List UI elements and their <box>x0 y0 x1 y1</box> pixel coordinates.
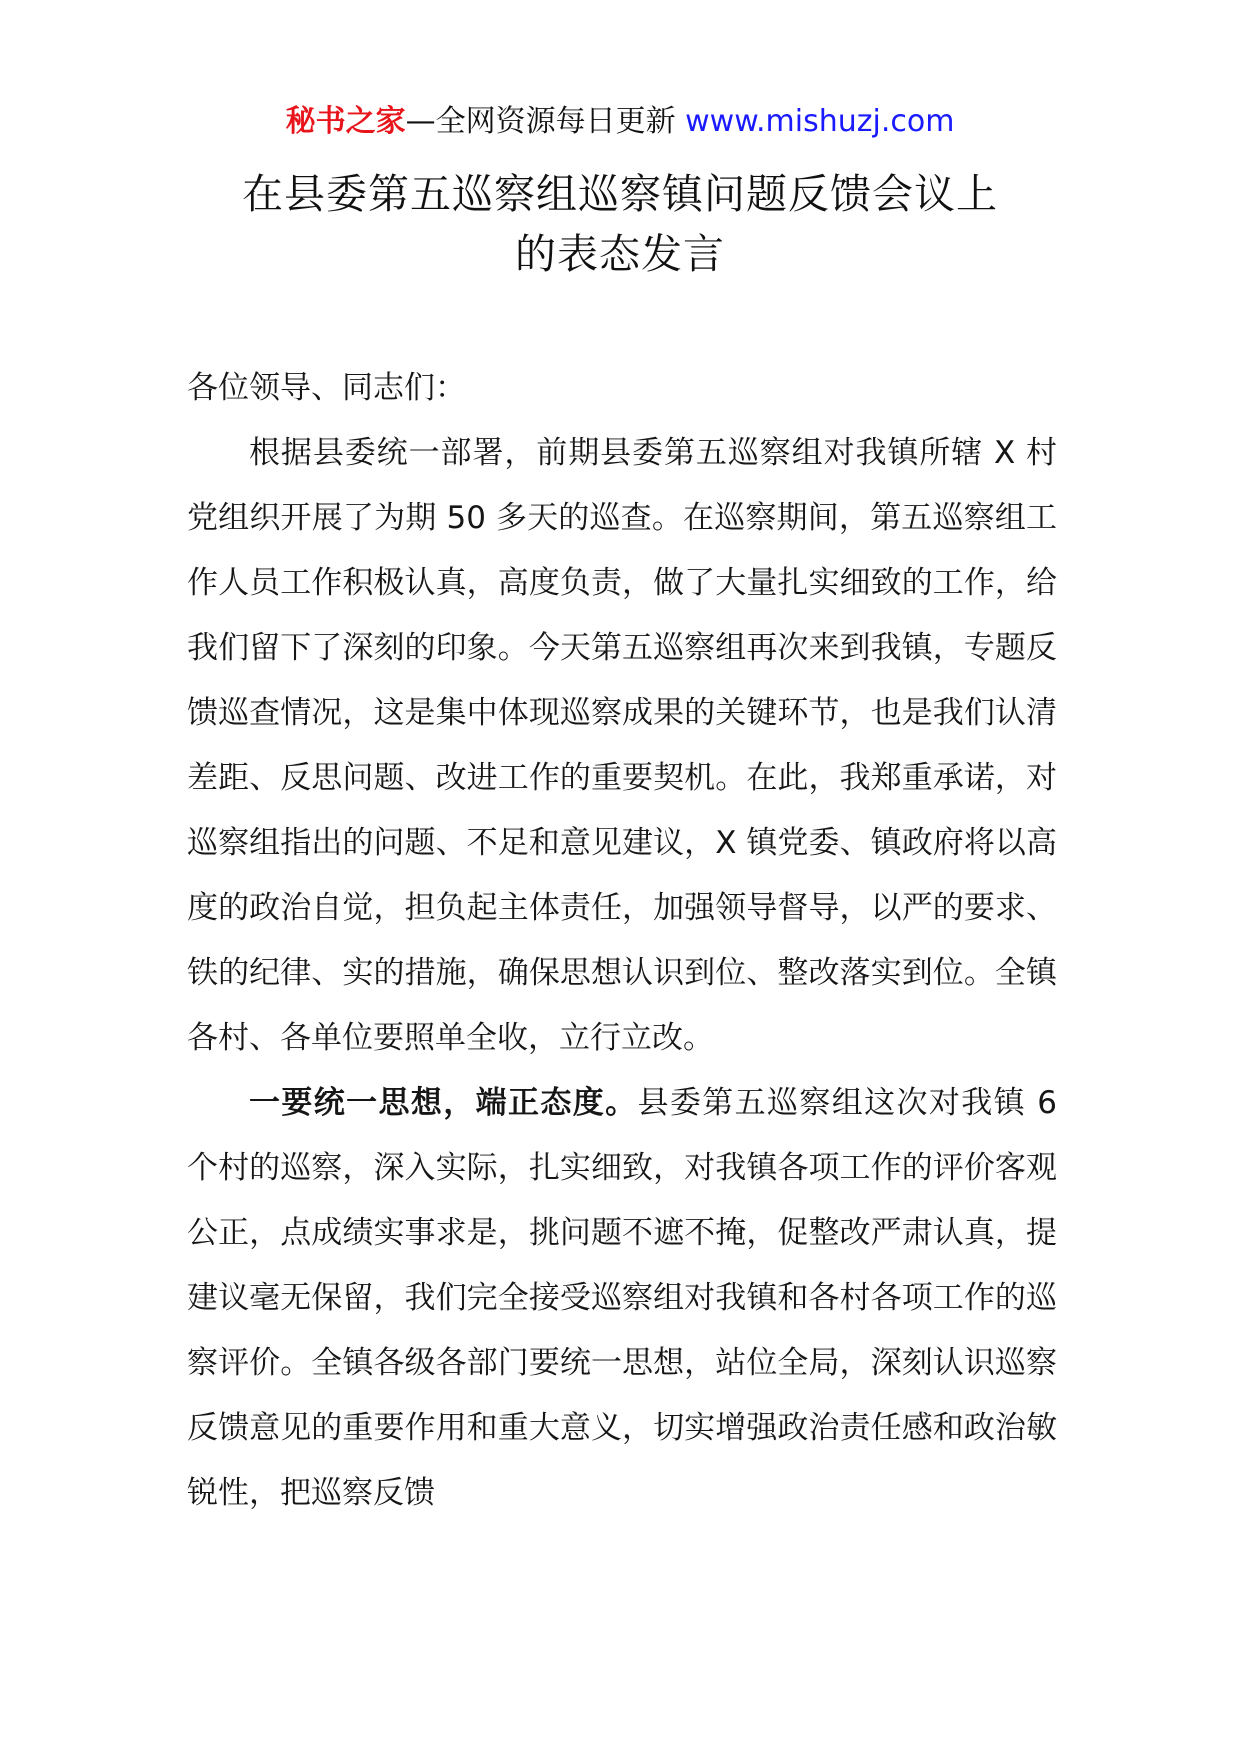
title-line-2: 的表态发言 <box>515 230 725 278</box>
header-tagline: —全网资源每日更新 <box>405 104 686 139</box>
paragraph-1: 根据县委统一部署，前期县委第五巡察组对我镇所辖 X 村党组织开展了为期 50 多天的巡查。在巡察期间，第五巡察组工作人员工作积极认真，高度负责，做了大量扎实细致的工作，给我们留下了深刻的印象。今天第五巡察组再次来到我镇，专题反馈巡查情况，这是集中体现巡察成果的关键环节，也是我们认清差距、反思问题、改进工作的重要契机。在此，我郑重承诺，对巡察组指出的问题、不足和意见建议，X 镇党委、镇政府将以高度的政治自觉，担负起主体责任，加强领导督导，以严的要求、铁的纪律、实的措施，确保思想认识到位、整改落实到位。全镇各村、各单位要照单全收，立行立改。 <box>187 435 1057 1056</box>
document-title <box>150 164 1090 284</box>
paragraph-2-text: 县委第五巡察组这次对我镇 6 个村的巡察，深入实际，扎实细致，对我镇各项工作的评价客观公正，点成绩实事求是，挑问题不遮不掩，促整改严肃认真，提建议毫无保留，我们完全接受巡察组对我镇和各村各项工作的巡察评价。全镇各级各部门要统一思想，站位全局，深刻认识巡察反馈意见的重要作用和重大意义，切实增强政治责任感和政治敏锐性，把巡察反馈 <box>187 1085 1058 1511</box>
document-body <box>187 356 1057 1526</box>
paragraph-2-lead: 一要统一思想，端正态度。 <box>249 1085 638 1121</box>
paragraph-2 <box>187 1071 1057 1526</box>
header-banner <box>0 100 1240 144</box>
title-line-1: 在县委第五巡察组巡察镇问题反馈会议上 <box>242 170 998 218</box>
brand-name: 秘书之家 <box>285 104 406 139</box>
salutation: 各位领导、同志们： <box>187 370 466 406</box>
site-url: www.mishuzj.com <box>685 104 955 139</box>
